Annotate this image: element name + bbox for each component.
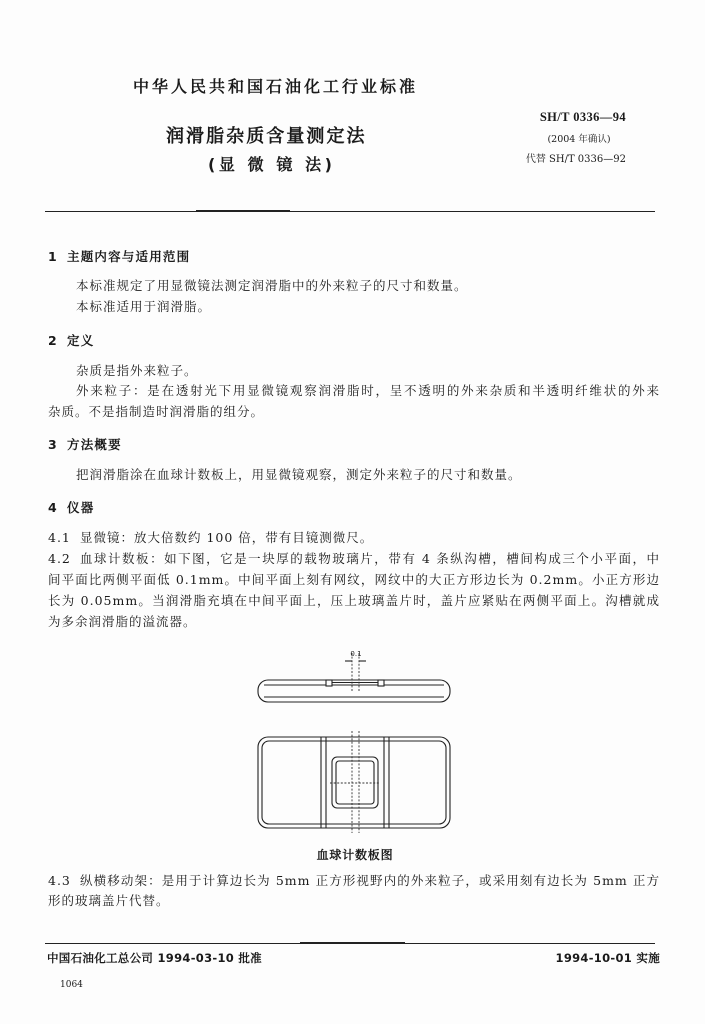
header-rule-accent: [196, 210, 290, 212]
issuing-authority-title: 中华人民共和国石油化工行业标准: [133, 77, 417, 96]
clause-4-2: [48, 550, 660, 567]
clause-text-line: 为多余润滑脂的溢流器。: [48, 614, 197, 629]
document-subtitle: (显 微 镜 法): [208, 155, 332, 174]
section-title: 方法概要: [67, 437, 122, 452]
clause-4-3: [48, 872, 660, 889]
counting-chamber-grid-area: [336, 761, 374, 804]
section-title: 仪器: [67, 500, 95, 515]
section-2-paragraph-line: 杂质。不是指制造时润滑脂的组分。: [48, 404, 265, 419]
section-1-paragraph-line: 本标准规定了用显微镜法测定润滑脂中的外来粒子的尺寸和数量。: [76, 278, 468, 293]
section-number: 2: [48, 333, 58, 348]
clause-text-line: 纵横移动架：是用于计算边长为 5mm 正方形视野内的外来粒子，或采用刻有边长为 5mm 正方: [80, 873, 660, 888]
section-1-heading: [48, 248, 368, 265]
section-number: 3: [48, 437, 58, 452]
replaces-note: 代替 SH/T 0336—92: [525, 154, 626, 165]
clause-text-line: 形的玻璃盖片代替。: [48, 893, 170, 908]
section-1-paragraph-line: 本标准适用于润滑脂。: [76, 299, 212, 314]
standard-code: SH/T 0336—94: [539, 110, 626, 124]
approval-statement: 中国石油化工总公司 1994-03-10 批准: [47, 951, 262, 965]
slide-top-view: [258, 731, 450, 833]
section-title: 主题内容与适用范围: [67, 249, 191, 264]
clause-text-line: 显微镜：放大倍数约 100 倍，带有目镜测微尺。: [80, 530, 374, 545]
section-title: 定义: [67, 333, 95, 348]
side-view-outline: [258, 680, 450, 702]
section-3-heading: [48, 436, 368, 453]
clause-text-line: 间平面比两侧平面低 0.1mm。中间平面上刻有网纹，网纹中的大正方形边长为 0.2mm。小正方形边: [48, 572, 660, 587]
dimension-label: 0.1: [350, 650, 362, 658]
clause-4-1: [48, 529, 660, 546]
section-2-paragraph-line: 杂质是指外来粒子。: [76, 363, 198, 378]
section-2-heading: [48, 332, 368, 349]
clause-number: 4.2: [48, 551, 71, 566]
document-title: 润滑脂杂质含量测定法: [166, 126, 366, 147]
confirmation-note: (2004 年确认): [547, 134, 611, 145]
section-number: 4: [48, 500, 58, 515]
clause-text-line: 长为 0.05mm。当润滑脂充填在中间平面上，压上玻璃盖片时，盖片应紧贴在两侧平面上。沟槽就成: [48, 593, 660, 608]
top-view-inner-border: [262, 741, 446, 824]
implementation-date: 1994-10-01 实施: [555, 951, 660, 965]
page-number: 1064: [60, 980, 83, 990]
clause-number: 4.1: [48, 530, 71, 545]
header-rule: [45, 211, 655, 212]
top-view-outline: [258, 737, 450, 828]
section-3-paragraph-line: 把润滑脂涂在血球计数板上，用显微镜观察，测定外来粒子的尺寸和数量。: [76, 467, 522, 482]
side-groove-left: [326, 680, 332, 686]
section-2-paragraph-line: 外来粒子：是在透射光下用显微镜观察润滑脂时，呈不透明的外来杂质和半透明纤维状的外来: [76, 383, 660, 398]
hemocytometer-figure: [250, 645, 460, 835]
slide-side-view: [258, 650, 450, 702]
counting-chamber: [332, 757, 378, 808]
side-groove-right: [378, 680, 384, 686]
clause-number: 4.3: [48, 873, 71, 888]
footer-rule-accent: [300, 942, 405, 944]
clause-text-line: 血球计数板：如下图，它是一块厚的载物玻璃片，带有 4 条纵沟槽，槽间构成三个小平面，中: [80, 551, 660, 566]
figure-caption: 血球计数板图: [316, 848, 394, 862]
section-number: 1: [48, 249, 58, 264]
section-4-heading: [48, 499, 368, 516]
